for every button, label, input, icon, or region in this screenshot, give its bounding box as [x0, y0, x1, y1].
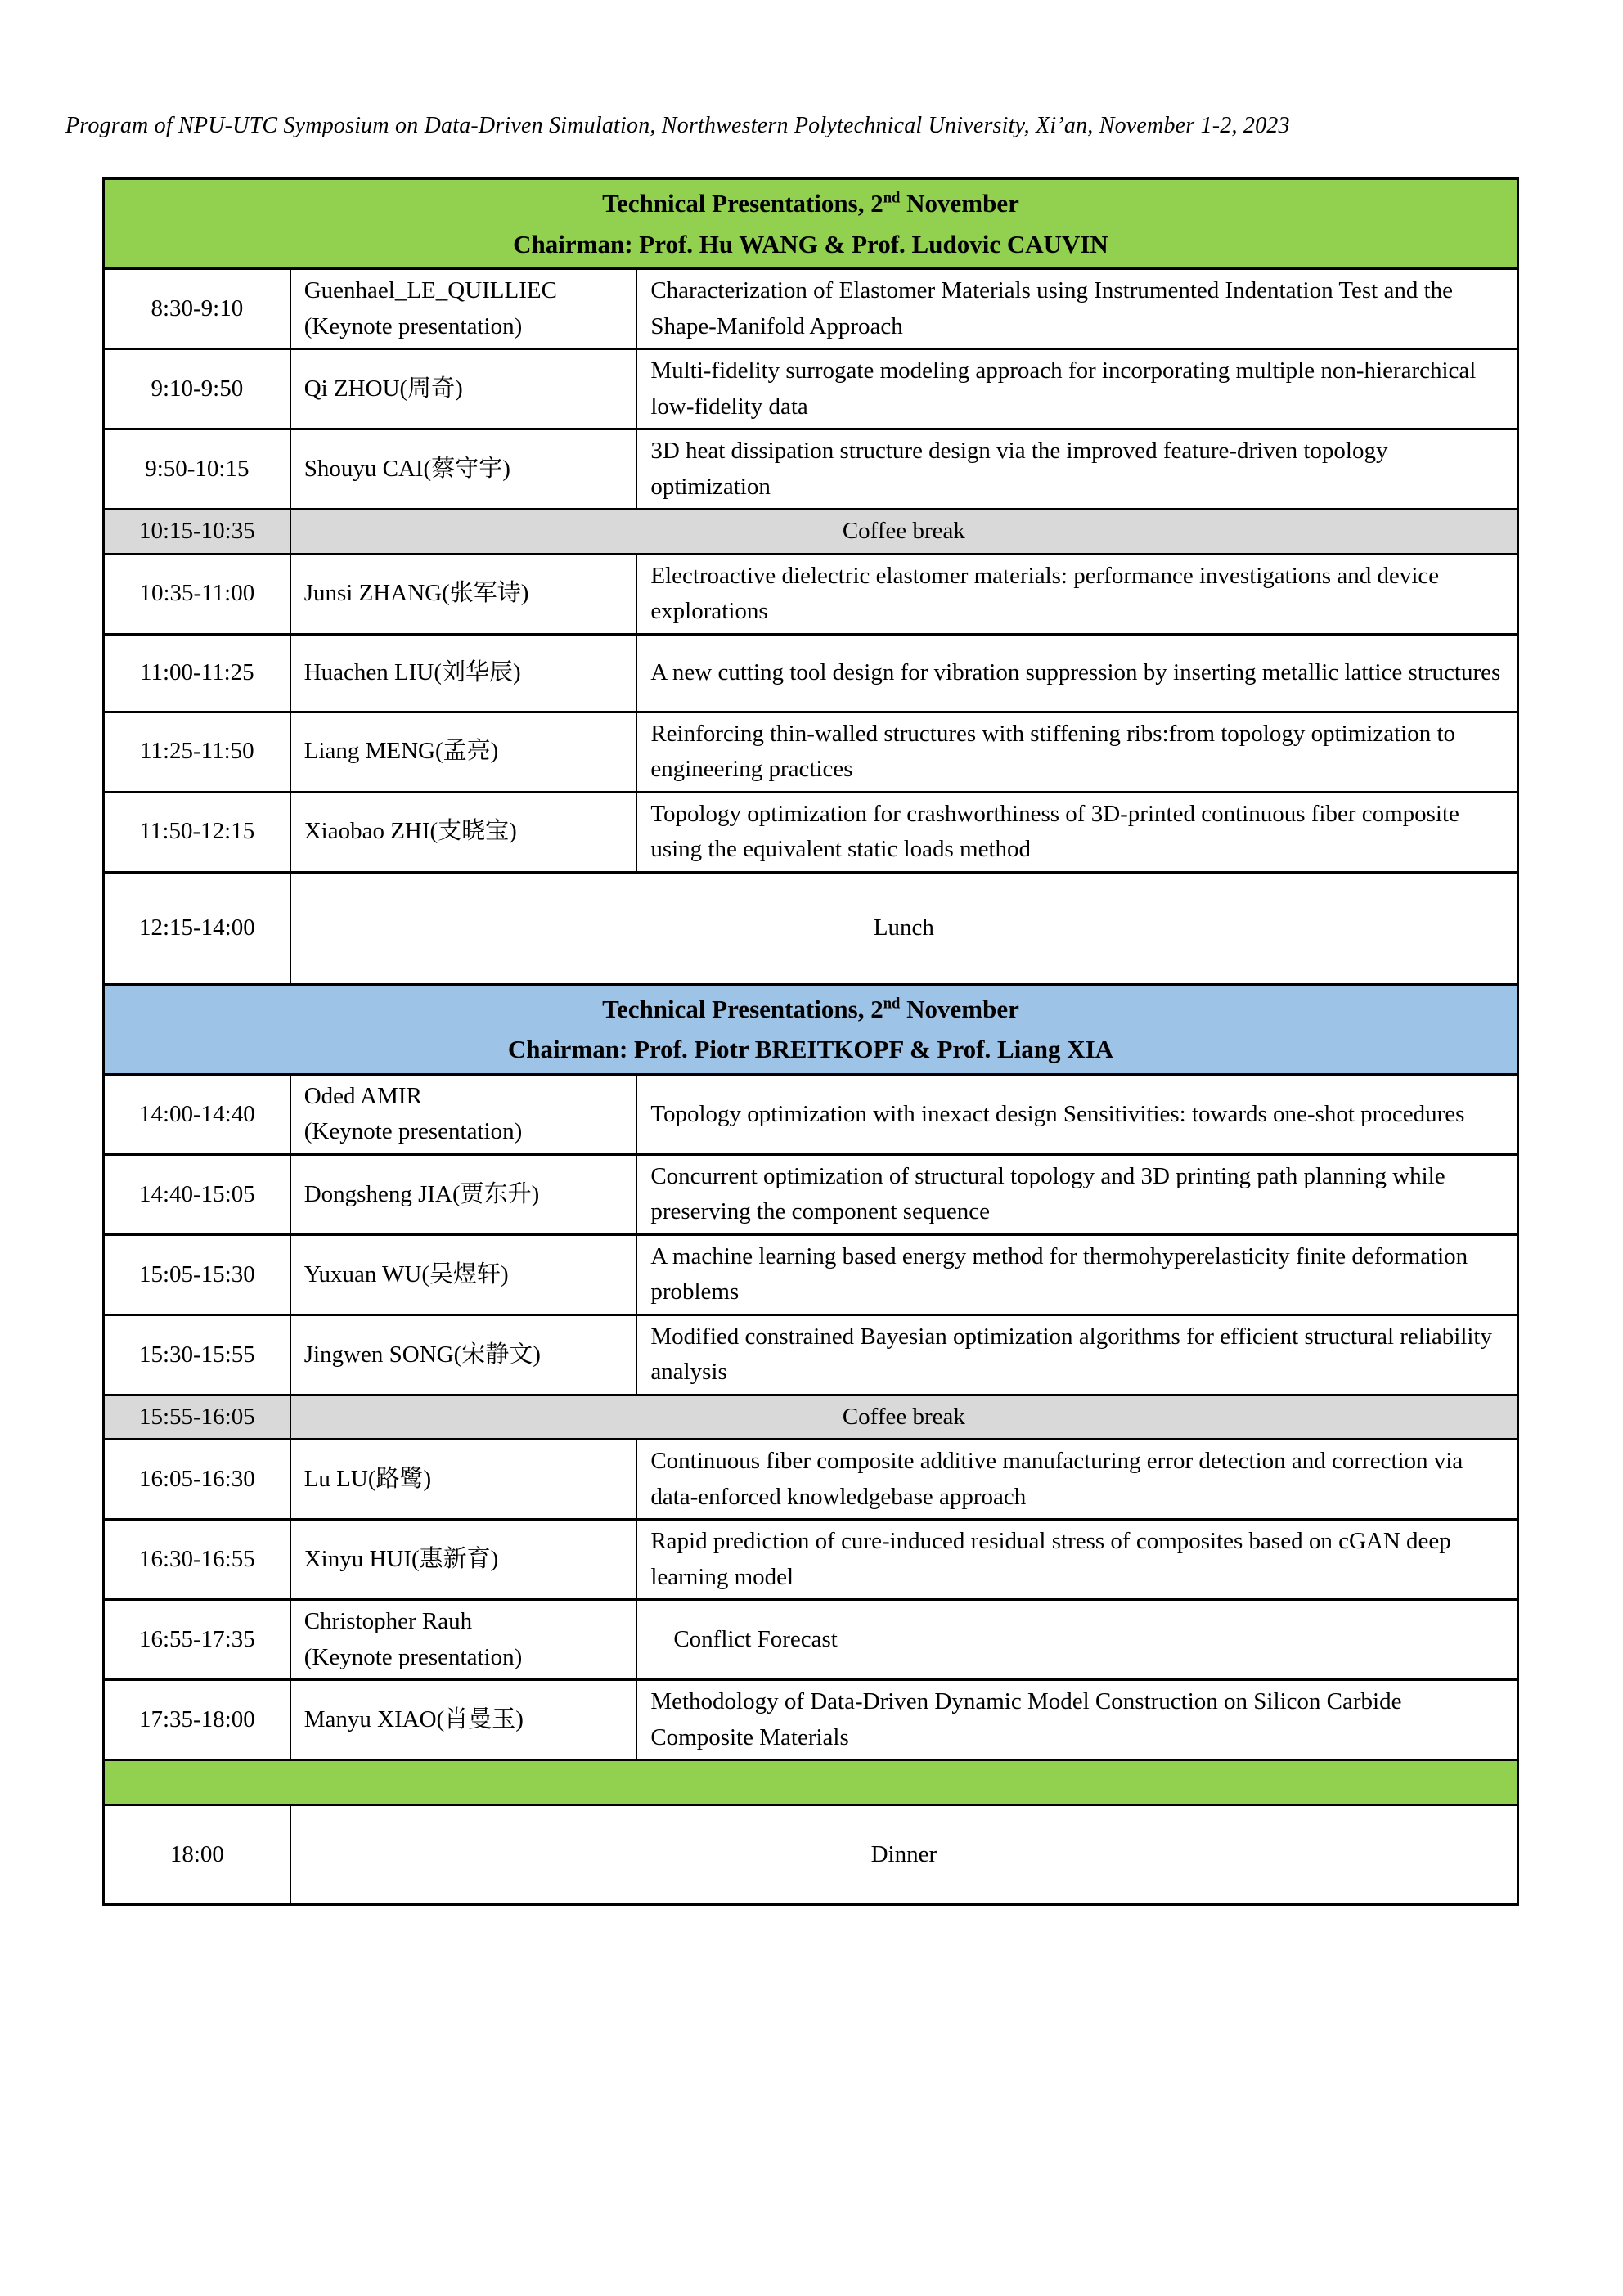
speaker-cell: [290, 429, 637, 510]
time-cell: 10:15-10:35: [104, 510, 290, 555]
speaker-name: Lu LU(路鹭): [303, 1466, 432, 1493]
table-row: [104, 1395, 1518, 1440]
talk-title-cell: Characterization of Elastomer Materials using Instrumented Indentation Test and the Shape-Manifold Approach: [636, 269, 1517, 349]
speaker-name: Christopher Rauh: [303, 1608, 473, 1635]
table-row: [104, 1805, 1518, 1905]
time-cell: 8:30-9:10: [104, 269, 290, 349]
speaker-cell: [290, 1680, 637, 1760]
time-cell: 15:30-15:55: [104, 1314, 290, 1395]
talk-title-cell: Electroactive dielectric elastomer materials: performance investigations and device explorations: [636, 554, 1517, 634]
speaker-name: Shouyu CAI(蔡守宇): [303, 455, 510, 482]
session-chairman: Chairman: Prof. Piotr BREITKOPF & Prof. Liang XIA: [507, 1035, 1114, 1064]
talk-title-cell: Continuous fiber composite additive manufacturing error detection and correction via data-enforced knowledgebase approach: [636, 1440, 1517, 1520]
talk-title-cell: Conflict Forecast: [636, 1600, 1517, 1680]
time-cell: 15:05-15:30: [104, 1234, 290, 1314]
speaker-cell: [290, 712, 637, 792]
time-cell: 11:50-12:15: [104, 792, 290, 872]
speaker-name: Guenhael_LE_QUILLIEC: [303, 277, 557, 304]
speaker-name: Xiaobao ZHI(支晓宝): [303, 818, 517, 845]
table-row: [104, 269, 1518, 349]
document-title: Program of NPU-UTC Symposium on Data-Driven Simulation, Northwestern Polytechnical University, Xi’an, November 1-2, 2023: [65, 113, 1290, 138]
table-row: [104, 1520, 1518, 1600]
table-row: [104, 1314, 1518, 1395]
time-cell: 11:00-11:25: [104, 634, 290, 712]
table-row: [104, 1600, 1518, 1680]
speaker-cell: [290, 792, 637, 872]
table-row: [104, 510, 1518, 555]
talk-title-cell: Modified constrained Bayesian optimization algorithms for efficient structural reliability analysis: [636, 1314, 1517, 1395]
talk-title-cell: Multi-fidelity surrogate modeling approach for incorporating multiple non-hierarchical low-fidelity data: [636, 349, 1517, 429]
talk-title-cell: Concurrent optimization of structural topology and 3D printing path planning while preserving the component sequence: [636, 1154, 1517, 1234]
dinner-cell: Dinner: [290, 1805, 1518, 1905]
time-cell: 14:40-15:05: [104, 1154, 290, 1234]
speaker-cell: [290, 1520, 637, 1600]
speaker-name: Jingwen SONG(宋静文): [303, 1341, 541, 1368]
talk-title-cell: A machine learning based energy method for thermohyperelasticity finite deformation problems: [636, 1234, 1517, 1314]
speaker-cell: [290, 554, 637, 634]
talk-title-cell: Topology optimization for crashworthiness of 3D-printed continuous fiber composite using the equivalent static loads method: [636, 792, 1517, 872]
table-row: [104, 984, 1518, 1074]
speaker-cell: [290, 1154, 637, 1234]
speaker-name: Liang MENG(孟亮): [303, 738, 499, 765]
time-cell: 17:35-18:00: [104, 1680, 290, 1760]
speaker-cell: [290, 1234, 637, 1314]
table-row: [104, 792, 1518, 872]
talk-title-cell: A new cutting tool design for vibration suppression by inserting metallic lattice structures: [636, 634, 1517, 712]
time-cell: 16:55-17:35: [104, 1600, 290, 1680]
speaker-cell: [290, 1314, 637, 1395]
time-cell: 15:55-16:05: [104, 1395, 290, 1440]
speaker-note: (Keynote presentation): [303, 1118, 523, 1145]
green-spacer-row: [104, 1760, 1518, 1805]
session-header-green: [104, 179, 1518, 269]
talk-title-cell: Methodology of Data-Driven Dynamic Model Construction on Silicon Carbide Composite Materials: [636, 1680, 1517, 1760]
speaker-name: Oded AMIR: [303, 1082, 422, 1109]
table-row: [104, 554, 1518, 634]
time-cell: 12:15-14:00: [104, 872, 290, 984]
time-cell: 9:50-10:15: [104, 429, 290, 510]
table-row: [104, 1440, 1518, 1520]
table-row: [104, 1760, 1518, 1805]
time-cell: 9:10-9:50: [104, 349, 290, 429]
speaker-name: Qi ZHOU(周奇): [303, 375, 463, 402]
time-cell: 16:30-16:55: [104, 1520, 290, 1600]
speaker-name: Xinyu HUI(惠新育): [303, 1546, 499, 1573]
table-row: [104, 429, 1518, 510]
session-chairman: Chairman: Prof. Hu WANG & Prof. Ludovic CAUVIN: [513, 229, 1108, 258]
time-cell: 16:05-16:30: [104, 1440, 290, 1520]
session-header-blue: [104, 984, 1518, 1074]
table-row: [104, 1074, 1518, 1154]
speaker-note: (Keynote presentation): [303, 1643, 523, 1670]
speaker-cell: [290, 349, 637, 429]
table-row: [104, 1154, 1518, 1234]
speaker-note: (Keynote presentation): [303, 312, 523, 339]
speaker-cell: [290, 1074, 637, 1154]
table-row: [104, 634, 1518, 712]
talk-title-cell: Topology optimization with inexact design Sensitivities: towards one-shot procedures: [636, 1074, 1517, 1154]
speaker-cell: [290, 1440, 637, 1520]
table-row: [104, 872, 1518, 984]
program-table: [102, 177, 1519, 1906]
speaker-cell: [290, 269, 637, 349]
table-row: [104, 1680, 1518, 1760]
speaker-name: Yuxuan WU(吴煜轩): [303, 1260, 509, 1287]
speaker-name: Huachen LIU(刘华辰): [303, 658, 521, 685]
time-cell: 11:25-11:50: [104, 712, 290, 792]
time-cell: 18:00: [104, 1805, 290, 1905]
talk-title-cell: Reinforcing thin-walled structures with stiffening ribs:from topology optimization to engineering practices: [636, 712, 1517, 792]
lunch-cell: Lunch: [290, 872, 1518, 984]
speaker-name: Manyu XIAO(肖曼玉): [303, 1706, 524, 1733]
table-row: [104, 712, 1518, 792]
ordinal-superscript: nd: [883, 995, 901, 1013]
table-row: [104, 179, 1518, 269]
break-cell: Coffee break: [290, 510, 1518, 555]
time-cell: 10:35-11:00: [104, 554, 290, 634]
speaker-cell: [290, 1600, 637, 1680]
speaker-cell: [290, 634, 637, 712]
table-row: [104, 349, 1518, 429]
break-cell: Coffee break: [290, 1395, 1518, 1440]
speaker-name: Junsi ZHANG(张军诗): [303, 580, 529, 607]
talk-title-cell: Rapid prediction of cure-induced residual stress of composites based on cGAN deep learning model: [636, 1520, 1517, 1600]
session-title: Technical Presentations, 2nd November: [602, 189, 1019, 218]
session-title: Technical Presentations, 2nd November: [602, 994, 1019, 1023]
table-row: [104, 1234, 1518, 1314]
ordinal-superscript: nd: [883, 189, 901, 207]
time-cell: 14:00-14:40: [104, 1074, 290, 1154]
talk-title-cell: 3D heat dissipation structure design via the improved feature-driven topology optimization: [636, 429, 1517, 510]
speaker-name: Dongsheng JIA(贾东升): [303, 1180, 540, 1207]
